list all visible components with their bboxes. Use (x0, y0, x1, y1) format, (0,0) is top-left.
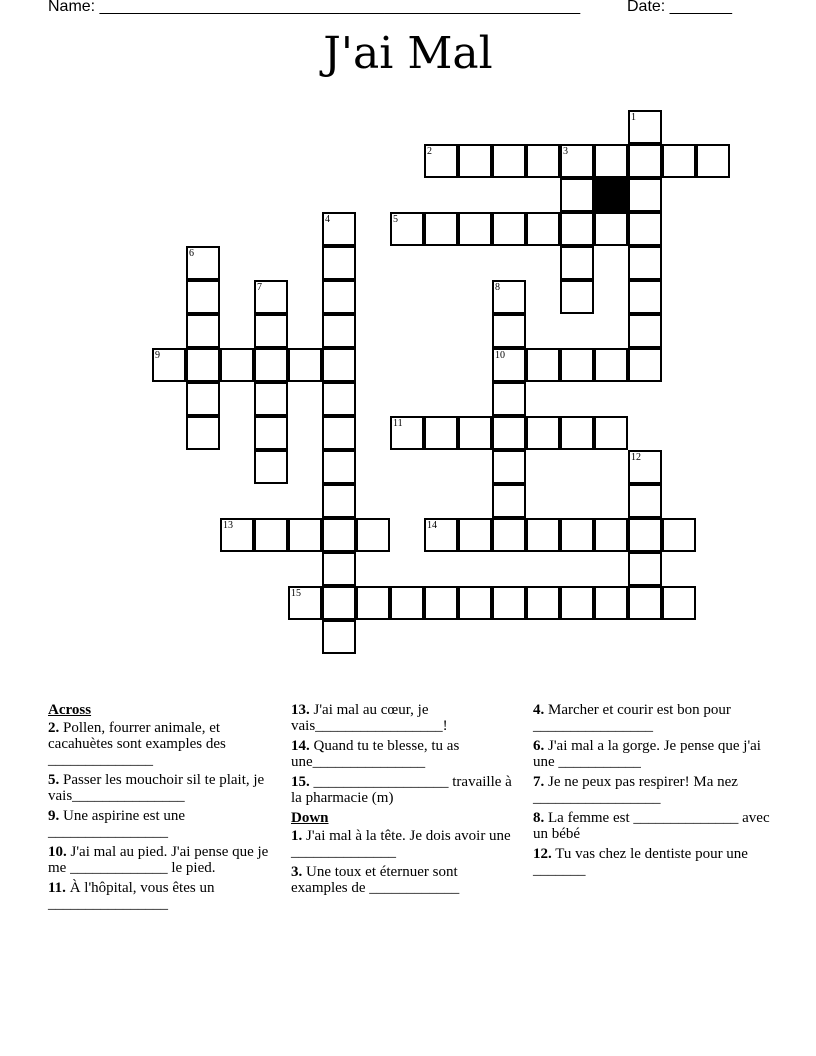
grid-cell[interactable] (254, 348, 288, 382)
grid-cell[interactable] (594, 518, 628, 552)
grid-cell[interactable] (458, 518, 492, 552)
grid-cell[interactable] (458, 144, 492, 178)
clue-number: 12 (631, 452, 641, 463)
grid-cell[interactable] (186, 348, 220, 382)
down-heading: Down (291, 810, 329, 826)
grid-cell[interactable] (322, 382, 356, 416)
clue-number: 2 (427, 146, 432, 157)
grid-cell[interactable] (492, 212, 526, 246)
name-field-label: Name: ______________________________________________________ (48, 0, 581, 15)
clue-number: 15 (291, 588, 301, 599)
grid-cell[interactable] (186, 280, 220, 314)
clue-down-8: 8. La femme est ______________ avec un bébé (533, 810, 770, 842)
grid-cell[interactable] (220, 518, 254, 552)
grid-cell[interactable] (152, 348, 186, 382)
grid-cell[interactable] (628, 552, 662, 586)
grid-cell[interactable] (594, 212, 628, 246)
grid-cell[interactable] (526, 348, 560, 382)
grid-cell[interactable] (288, 586, 322, 620)
grid-cell[interactable] (186, 416, 220, 450)
grid-cell[interactable] (560, 280, 594, 314)
clue-number: 8 (495, 282, 500, 293)
grid-cell[interactable] (628, 518, 662, 552)
grid-cell[interactable] (458, 586, 492, 620)
grid-cell[interactable] (458, 416, 492, 450)
grid-cell[interactable] (186, 382, 220, 416)
clue-number: 7 (257, 282, 262, 293)
grid-cell[interactable] (288, 518, 322, 552)
grid-cell[interactable] (560, 586, 594, 620)
clue-down-7: 7. Je ne peux pas respirer! Ma nez _________________ (533, 774, 738, 806)
grid-cell[interactable] (322, 212, 356, 246)
grid-cell[interactable] (492, 484, 526, 518)
clue-number: 1 (631, 112, 636, 123)
clue-number: 6 (189, 248, 194, 259)
clue-column-2 (291, 702, 513, 900)
grid-cell[interactable] (594, 416, 628, 450)
grid-cell[interactable] (254, 280, 288, 314)
grid-cell[interactable] (628, 212, 662, 246)
clue-number: 3 (563, 146, 568, 157)
grid-cell[interactable] (254, 382, 288, 416)
grid-cell[interactable] (628, 178, 662, 212)
grid-cell[interactable] (254, 416, 288, 450)
grid-cell[interactable] (186, 246, 220, 280)
clue-across-13: 13. J'ai mal au cœur, je vais_________________! (291, 702, 448, 734)
page-title: J'ai Mal (323, 28, 493, 79)
grid-cell[interactable] (390, 212, 424, 246)
grid-cell[interactable] (628, 280, 662, 314)
grid-cell[interactable] (390, 416, 424, 450)
grid-cell[interactable] (662, 144, 696, 178)
grid-cell[interactable] (594, 586, 628, 620)
grid-cell[interactable] (356, 586, 390, 620)
grid-cell[interactable] (662, 586, 696, 620)
grid-cell[interactable] (322, 246, 356, 280)
grid-cell[interactable] (492, 348, 526, 382)
clue-number: 9 (155, 350, 160, 361)
grid-cell[interactable] (628, 586, 662, 620)
grid-cell[interactable] (628, 314, 662, 348)
date-field-label: Date: _______ (627, 0, 732, 15)
grid-cell[interactable] (424, 518, 458, 552)
clue-down-1: 1. J'ai mal à la tête. Je dois avoir une ______________ (291, 828, 511, 860)
grid-cell[interactable] (662, 518, 696, 552)
clue-down-6: 6. J'ai mal a la gorge. Je pense que j'ai une ___________ (533, 738, 761, 770)
grid-cell[interactable] (560, 246, 594, 280)
grid-cell[interactable] (526, 212, 560, 246)
grid-cell[interactable] (186, 314, 220, 348)
grid-cell[interactable] (322, 416, 356, 450)
clue-down-12: 12. Tu vas chez le dentiste pour une _______ (533, 846, 748, 878)
grid-cell[interactable] (424, 416, 458, 450)
grid-cell[interactable] (424, 144, 458, 178)
grid-cell[interactable] (628, 246, 662, 280)
clue-number: 10 (495, 350, 505, 361)
clue-column-3 (533, 702, 773, 882)
grid-cell[interactable] (492, 450, 526, 484)
black-cell (594, 178, 628, 212)
grid-cell[interactable] (526, 518, 560, 552)
grid-cell[interactable] (526, 416, 560, 450)
grid-cell[interactable] (322, 314, 356, 348)
grid-cell[interactable] (390, 586, 424, 620)
grid-cell[interactable] (322, 586, 356, 620)
clue-across-15: 15. __________________ travaille à la pharmacie (m) (291, 774, 512, 806)
grid-cell[interactable] (458, 212, 492, 246)
clue-number: 11 (393, 418, 403, 429)
grid-cell[interactable] (356, 518, 390, 552)
grid-cell[interactable] (594, 348, 628, 382)
grid-cell[interactable] (254, 518, 288, 552)
grid-cell[interactable] (492, 314, 526, 348)
grid-cell[interactable] (594, 144, 628, 178)
grid-cell[interactable] (492, 518, 526, 552)
grid-cell[interactable] (322, 484, 356, 518)
grid-cell[interactable] (424, 212, 458, 246)
grid-cell[interactable] (560, 518, 594, 552)
grid-cell[interactable] (628, 110, 662, 144)
grid-cell[interactable] (526, 586, 560, 620)
grid-cell[interactable] (492, 382, 526, 416)
grid-cell[interactable] (322, 348, 356, 382)
grid-cell[interactable] (492, 586, 526, 620)
grid-cell[interactable] (628, 144, 662, 178)
grid-cell[interactable] (492, 280, 526, 314)
clue-down-4: 4. Marcher et courir est bon pour ________________ (533, 702, 731, 734)
clue-column-1 (48, 702, 270, 916)
grid-cell[interactable] (492, 144, 526, 178)
grid-cell[interactable] (628, 450, 662, 484)
grid-cell[interactable] (322, 620, 356, 654)
clue-across-14: 14. Quand tu te blesse, tu as une_______________ (291, 738, 460, 770)
clue-number: 4 (325, 214, 330, 225)
grid-cell[interactable] (322, 450, 356, 484)
grid-cell[interactable] (628, 348, 662, 382)
clue-across-9: 9. Une aspirine est une ________________ (48, 808, 186, 840)
grid-cell[interactable] (492, 416, 526, 450)
clue-number: 14 (427, 520, 437, 531)
grid-cell[interactable] (288, 348, 322, 382)
grid-cell[interactable] (424, 586, 458, 620)
grid-cell[interactable] (220, 348, 254, 382)
grid-cell[interactable] (526, 144, 560, 178)
grid-cell[interactable] (254, 314, 288, 348)
grid-cell[interactable] (254, 450, 288, 484)
clue-across-2: 2. Pollen, fourrer animale, et cacahuètes sont examples des ______________ (48, 720, 226, 768)
clue-number: 5 (393, 214, 398, 225)
grid-cell[interactable] (560, 178, 594, 212)
across-heading: Across (48, 702, 92, 718)
clue-number: 13 (223, 520, 233, 531)
clue-across-10: 10. J'ai mal au pied. J'ai pense que je me _____________ le pied. (48, 844, 269, 876)
grid-cell[interactable] (322, 552, 356, 586)
grid-cell[interactable] (560, 212, 594, 246)
grid-cell[interactable] (628, 484, 662, 518)
clue-across-11: 11. À l'hôpital, vous êtes un ________________ (48, 880, 215, 912)
grid-cell[interactable] (696, 144, 730, 178)
grid-cell[interactable] (322, 280, 356, 314)
grid-cell[interactable] (560, 144, 594, 178)
clue-across-5: 5. Passer les mouchoir sil te plait, je vais_______________ (48, 772, 265, 804)
grid-cell[interactable] (560, 416, 594, 450)
grid-cell[interactable] (560, 348, 594, 382)
clue-down-3: 3. Une toux et éternuer sont examples de ____________ (291, 864, 460, 896)
grid-cell[interactable] (322, 518, 356, 552)
